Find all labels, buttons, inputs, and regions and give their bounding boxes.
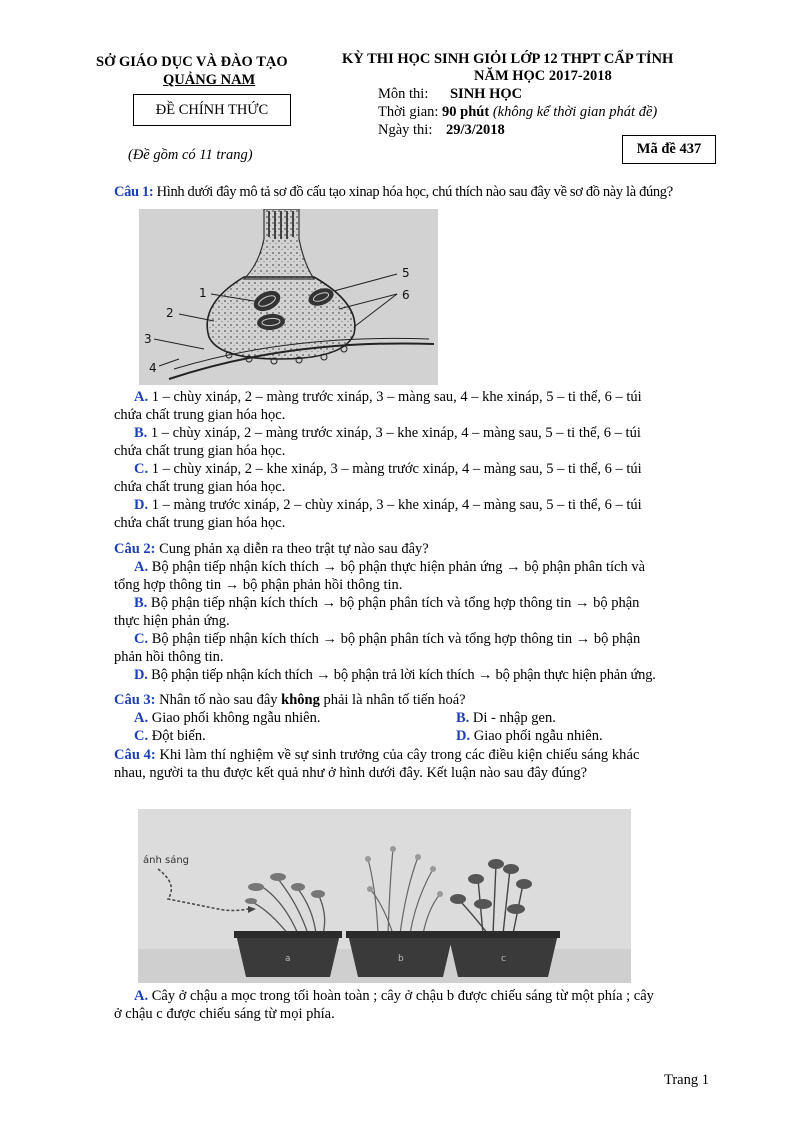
pot-label-b: b	[398, 954, 404, 964]
q1-option-d[interactable]: D. 1 – màng trước xináp, 2 – chùy xináp, 3 – khe xináp, 4 – màng sau, 5 – ti thể, 6 – túi chứa chất trung gian hóa học.	[114, 497, 642, 531]
department-line2: QUẢNG NAM	[163, 72, 256, 88]
official-label: ĐỀ CHÍNH THỨC	[155, 102, 269, 118]
q2-option-b[interactable]: B. Bộ phận tiếp nhận kích thích → bộ phận phân tích và tổng hợp thông tin → bộ phận thực hiện phản ứng.	[114, 595, 640, 629]
q2-option-a[interactable]: A. Bộ phận tiếp nhận kích thích → bộ phận thực hiện phản ứng → bộ phận phân tích và tổng hợp thông tin → bộ phận phản hồi thông tin.	[114, 559, 646, 593]
figure-label-6: 6	[402, 288, 410, 302]
time-label: Thời gian:	[378, 104, 439, 120]
question-1	[114, 183, 673, 201]
question-2	[114, 540, 718, 684]
q1-option-a[interactable]: A. 1 – chùy xináp, 2 – màng trước xináp, 3 – màng sau, 4 – khe xináp, 5 – ti thể, 6 – túi chứa chất trung gian hóa học.	[114, 389, 642, 423]
page-number: Trang 1	[664, 1072, 709, 1088]
time-note: (không kể thời gian phát đề)	[492, 104, 658, 120]
question-2-text: Cung phản xạ diễn ra theo trật tự nào sau đây?	[159, 541, 429, 557]
figure-label-3: 3	[144, 332, 152, 346]
figure-label-2: 2	[166, 306, 174, 320]
exam-title-line2: NĂM HỌC 2017-2018	[474, 68, 612, 84]
time-row	[378, 103, 657, 121]
date-value: 29/3/2018	[446, 122, 505, 138]
department-line1: SỞ GIÁO DỤC VÀ ĐÀO TẠO	[96, 54, 288, 70]
time-value: 90 phút	[442, 104, 490, 120]
q2-option-d[interactable]: D. Bộ phận tiếp nhận kích thích → bộ phận trả lời kích thích → bộ phận thực hiện phản ứng.	[134, 667, 656, 683]
q1-option-b[interactable]: B. 1 – chùy xináp, 2 – màng trước xináp, 3 – khe xináp, 4 – màng sau, 5 – ti thể, 6 – túi chứa chất trung gian hóa học.	[114, 425, 641, 459]
synapse-diagram	[139, 209, 438, 385]
exam-code: Mã đề 437	[636, 141, 702, 157]
question-1-label: Câu 1:	[114, 184, 154, 200]
pot-label-a: a	[285, 954, 291, 964]
question-4: Câu 4: Khi làm thí nghiệm về sự sinh trưởng của cây trong các điều kiện chiếu sáng khác nhau, người ta thu được kết quả như ở hình dưới đây. Kết luận nào sau đây đúng?	[114, 747, 640, 781]
question-4-label: Câu 4:	[114, 747, 156, 763]
exam-code-box	[622, 135, 716, 164]
question-2-label: Câu 2:	[114, 541, 156, 557]
subject-row	[378, 85, 522, 103]
q3-option-c[interactable]: C. Đột biến.	[134, 728, 206, 744]
date-row	[378, 121, 505, 139]
question-3-label: Câu 3:	[114, 692, 156, 708]
q1-option-c[interactable]: C. 1 – chùy xináp, 2 – khe xináp, 3 – màng trước xináp, 4 – màng sau, 5 – ti thể, 6 – túi chứa chất trung gian hóa học.	[114, 461, 642, 495]
plant-experiment-figure	[138, 809, 631, 983]
subject-value: SINH HỌC	[449, 86, 523, 102]
q3-option-b[interactable]: B. Di - nhập gen.	[456, 710, 556, 726]
official-box	[133, 94, 291, 126]
q4-option-a[interactable]: A. Cây ở chậu a mọc trong tối hoàn toàn ; cây ở chậu b được chiếu sáng từ một phía ; cây ở chậu c được chiếu sáng từ mọi phía.	[114, 988, 654, 1022]
figure-label-4: 4	[149, 361, 157, 375]
light-label: ánh sáng	[143, 855, 190, 866]
figure-label-1: 1	[199, 286, 207, 300]
q3-option-a[interactable]: A. Giao phối không ngẫu nhiên.	[134, 710, 321, 726]
question-1-text: Hình dưới đây mô tả sơ đồ cấu tạo xinap hóa học, chú thích nào sau đây về sơ đồ này là đúng?	[156, 184, 673, 200]
figure-label-5: 5	[402, 266, 410, 280]
pot-label-c: c	[501, 954, 506, 964]
q2-option-c[interactable]: C. Bộ phận tiếp nhận kích thích → bộ phận phân tích và tổng hợp thông tin → bộ phận phản hồi thông tin.	[114, 631, 641, 665]
question-3: Câu 3: Nhân tố nào sau đây không phải là nhân tố tiến hoá?	[114, 692, 466, 708]
synapse-figure	[139, 209, 438, 385]
pages-note: (Đề gồm có 11 trang)	[128, 147, 253, 163]
subject-label: Môn thi:	[378, 86, 429, 102]
plant-diagram	[138, 809, 631, 983]
date-label: Ngày thi:	[378, 122, 433, 138]
q3-option-d[interactable]: D. Giao phối ngẫu nhiên.	[456, 728, 603, 744]
exam-title-line1: KỲ THI HỌC SINH GIỎI LỚP 12 THPT CẤP TỈNH	[342, 51, 674, 67]
question-1-options	[114, 388, 718, 532]
